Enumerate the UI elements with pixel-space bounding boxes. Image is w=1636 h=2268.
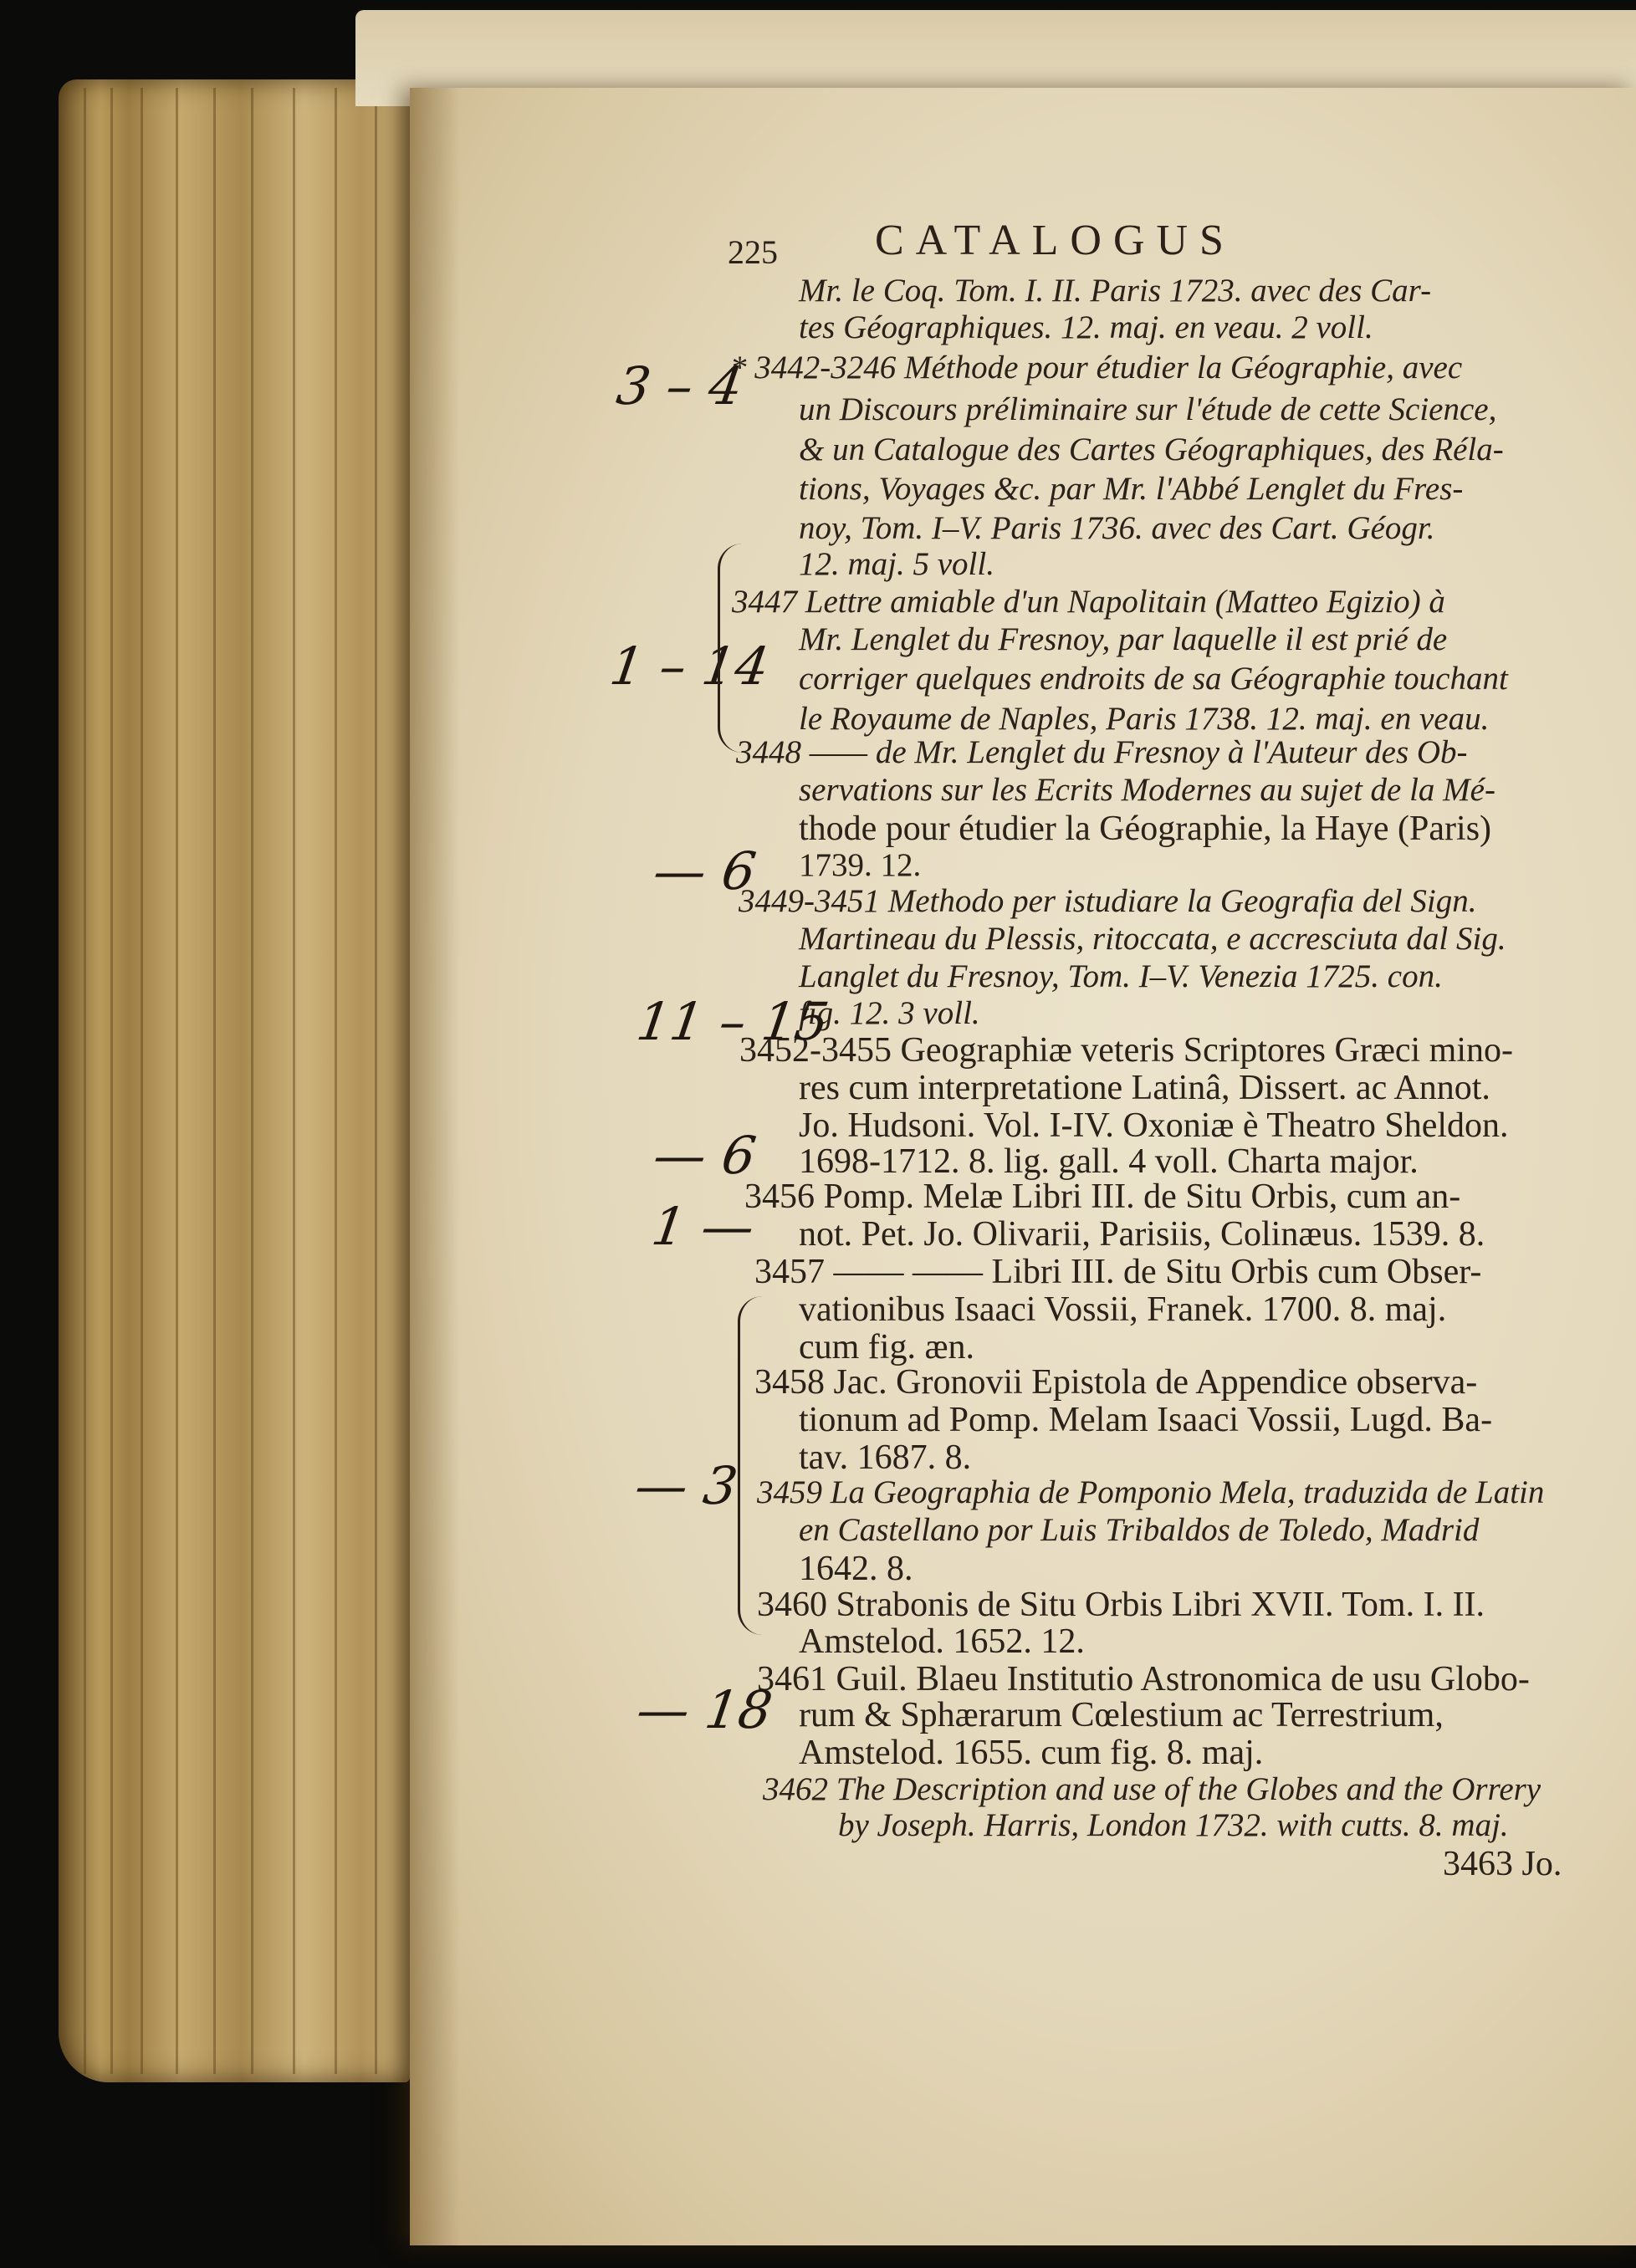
catalogue-line: 3449-3451 Methodo per istudiare la Geografia del Sign. [739,883,1477,919]
catalogue-line: Mr. le Coq. Tom. I. II. Paris 1723. avec des Car- [799,273,1432,309]
catalogue-line: en Castellano por Luis Tribaldos de Toledo, Madrid [799,1512,1480,1548]
catalogue-line: Mr. Lenglet du Fresnoy, par laquelle il est prié de [799,621,1448,657]
catalogue-line: 3447 Lettre amiable d'un Napolitain (Matteo Egizio) à [732,584,1445,620]
catalogue-line: 1739. 12. [799,847,922,883]
catalogue-line: Langlet du Fresnoy, Tom. I–V. Venezia 1725. con. [799,958,1443,994]
page-edges [59,79,410,2082]
handwritten-price-mark: — 6 [649,840,760,902]
handwritten-price-mark: — 3 [631,1455,742,1516]
page-number: 225 [728,233,778,271]
catalogue-line: 3458 Jac. Gronovii Epistola de Appendice observa- [754,1363,1478,1402]
catalogue-line: rum & Sphærarum Cœlestium ac Terrestrium, [799,1696,1444,1734]
catalogue-line: tes Géographiques. 12. maj. en veau. 2 voll. [799,309,1373,345]
catalogue-line: Amstelod. 1652. 12. [799,1622,1085,1661]
catalogue-line: cum fig. æn. [799,1328,974,1366]
catalogue-line: by Joseph. Harris, London 1732. with cutts. 8. maj. [838,1807,1509,1843]
handwritten-price-mark: — 18 [632,1679,776,1740]
catalogue-line: Jo. Hudsoni. Vol. I-IV. Oxoniæ è Theatro Sheldon. [799,1106,1509,1145]
catalogue-line: Amstelod. 1655. cum fig. 8. maj. [799,1734,1264,1772]
handwritten-price-mark: 11 – 15 [632,991,833,1052]
gutter-shadow [410,88,460,2245]
catalogue-line: tav. 1687. 8. [799,1438,972,1477]
catalogue-line: 1698-1712. 8. lig. gall. 4 voll. Charta major. [799,1142,1419,1181]
catalogue-line: fig. 12. 3 voll. [799,995,980,1031]
catalogue-line: 3448 —— de Mr. Lenglet du Fresnoy à l'Auteur des Ob- [736,734,1468,770]
catalogue-line: 3461 Guil. Blaeu Institutio Astronomica de usu Globo- [757,1660,1530,1698]
catalogue-line: noy, Tom. I–V. Paris 1736. avec des Cart. Géogr. [799,510,1435,546]
catalogue-line: un Discours préliminaire sur l'étude de cette Science, [799,391,1497,427]
brace-mark [738,1296,765,1635]
handwritten-price-mark: — 6 [649,1125,760,1186]
handwritten-price-mark: 1 — [647,1196,759,1257]
catalogue-line: vationibus Isaaci Vossii, Franek. 1700. 8. maj. [799,1290,1447,1329]
catalogue-line: * 3442-3246 Méthode pour étudier la Géographie, avec [730,350,1463,386]
catalogue-line: tionum ad Pomp. Melam Isaaci Vossii, Lugd. Ba- [799,1401,1493,1439]
catalogue-line: res cum interpretatione Latinâ, Dissert. ac Annot. [799,1069,1490,1107]
catalogue-line: 3456 Pomp. Melæ Libri III. de Situ Orbis, cum an- [744,1177,1461,1216]
catalogue-line: 1642. 8. [799,1550,913,1588]
brace-mark [718,544,745,753]
catalogue-line: thode pour étudier la Géographie, la Haye (Paris) [799,810,1492,848]
catalogue-line: 3462 The Description and use of the Globes and the Orrery [763,1771,1541,1807]
catalogue-line: Martineau du Plessis, ritoccata, e accresciuta dal Sig. [799,921,1506,957]
catalogue-line: 12. maj. 5 voll. [799,546,994,582]
catalogue-line: le Royaume de Naples, Paris 1738. 12. maj. en veau. [799,701,1490,737]
catalogue-line: 3452-3455 Geographiæ veteris Scriptores Græci mino- [739,1031,1513,1070]
catalogue-line: servations sur les Ecrits Modernes au sujet de la Mé- [799,772,1495,808]
catalogue-line: 3457 —— —— Libri III. de Situ Orbis cum Obser- [754,1253,1482,1291]
catalogue-line: 3459 La Geographia de Pomponio Mela, traduzida de Latin [757,1474,1545,1510]
catalogue-line: & un Catalogue des Cartes Géographiques, des Réla- [799,432,1504,467]
catalogue-line: corriger quelques endroits de sa Géographie touchant [799,661,1508,697]
page-title: CATALOGUS [875,217,1235,264]
catalogue-line: tions, Voyages &c. par Mr. l'Abbé Lenglet du Fres- [799,471,1464,507]
handwritten-price-mark: 1 – 14 [606,636,773,697]
handwritten-price-mark: 3 – 4 [612,355,747,416]
catalogue-line: not. Pet. Jo. Olivarii, Parisiis, Colinæus. 1539. 8. [799,1215,1485,1254]
catalogue-line: 3463 Jo. [1443,1845,1562,1883]
catalogue-line: 3460 Strabonis de Situ Orbis Libri XVII. Tom. I. II. [757,1586,1485,1624]
